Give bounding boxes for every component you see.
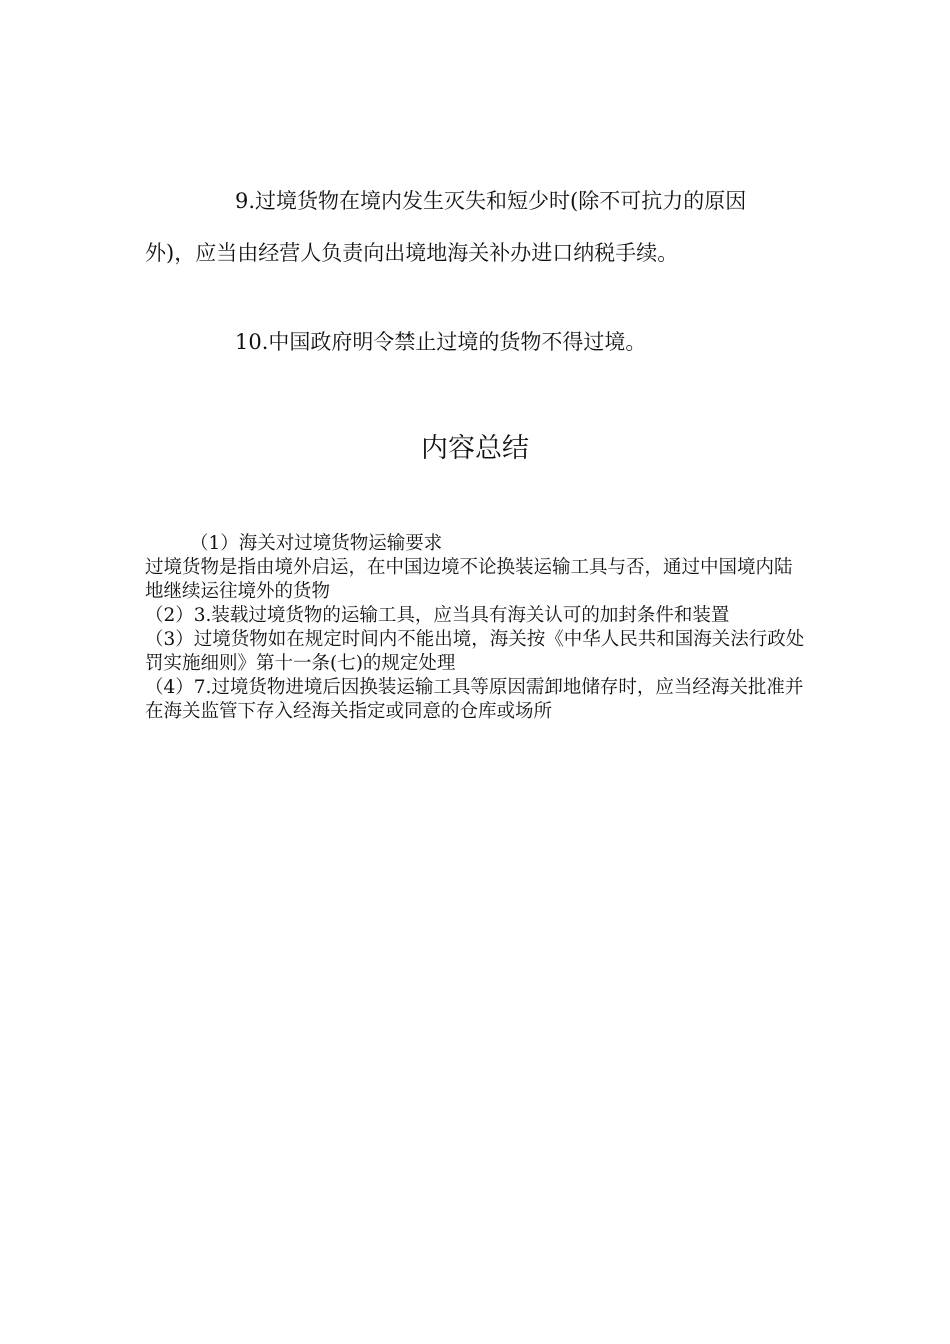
summary-item-1-text: 过境货物是指由境外启运，在中国边境不论换装运输工具与否，通过中国境内陆地继续运往境外的货物 [145, 557, 793, 602]
summary-item-1-heading: （1）海关对过境货物运输要求 [190, 533, 443, 554]
summary-item-3: （3）过境货物如在规定时间内不能出境，海关按《中华人民共和国海关法行政处罚实施细则》第十一条(七)的规定处理 [145, 629, 805, 674]
summary-title: 内容总结 [421, 433, 529, 464]
paragraph-item-9: 9.过境货物在境内发生灭失和短少时(除不可抗力的原因外)，应当由经营人负责向出境地海关补办进口纳税手续。 [145, 189, 747, 265]
summary-item-2: （2）3.装载过境货物的运输工具，应当具有海关认可的加封条件和装置 [145, 605, 730, 626]
summary-item-4: （4）7.过境货物进境后因换装运输工具等原因需卸地储存时，应当经海关批准并在海关监管下存入经海关指定或同意的仓库或场所 [145, 677, 804, 722]
paragraph-item-10: 10.中国政府明令禁止过境的货物不得过境。 [235, 330, 647, 354]
summary-section [145, 532, 805, 724]
